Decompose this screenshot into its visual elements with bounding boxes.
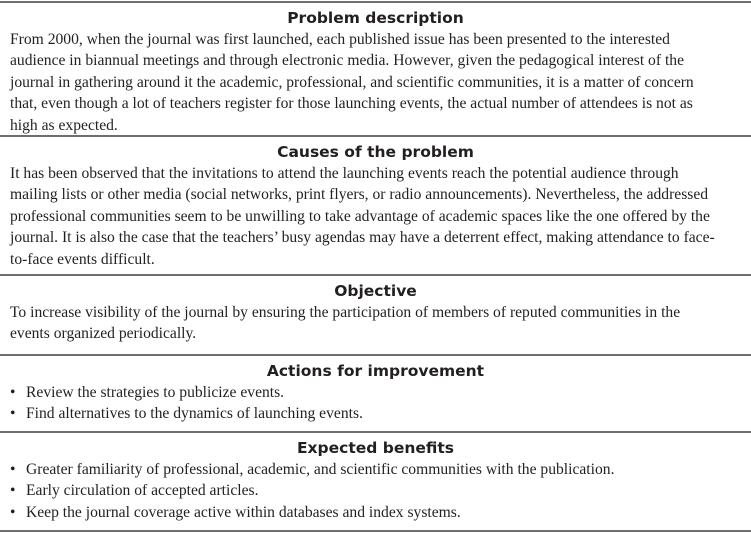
section-heading: Problem description	[287, 9, 464, 27]
list-item-text: Review the strategies to publicize events.	[26, 384, 285, 401]
section-heading: Expected benefits	[296, 439, 455, 457]
list-item-text: Find alternatives to the dynamics of launching events.	[26, 405, 363, 423]
text-line: It has been observed that the invitations to attend the launching events reach the potential audience through	[10, 165, 679, 182]
list-item	[10, 403, 751, 424]
list-item	[10, 382, 751, 403]
text-line: audience in biannual meetings and through electronic media. However, given the pedagogical interest of the	[10, 52, 684, 70]
bullet-icon: •	[10, 461, 16, 478]
section-heading: Causes of the problem	[277, 143, 474, 161]
text-line: that, even though a lot of teachers register for those launching events, the actual number of attendees is not as	[10, 95, 693, 113]
bullet-icon: •	[10, 503, 16, 521]
bullet-list	[0, 382, 751, 425]
section-causes	[0, 135, 751, 270]
section-body	[0, 29, 751, 136]
section-body	[0, 163, 751, 270]
text-line: mailing lists or other media (social networks, print flyers, or radio announcements). Nevertheless, the addressed	[10, 186, 709, 204]
text-line: professional communities seem to be unwilling to take advantage of academic spaces like the one offered by the	[10, 207, 710, 225]
section-actions	[0, 354, 751, 425]
bullet-icon: •	[10, 405, 16, 423]
text-line: events organized periodically.	[10, 325, 197, 343]
list-item	[10, 459, 751, 480]
list-item	[10, 502, 751, 523]
text-line: to-face events difficult.	[10, 250, 155, 268]
text-line: From 2000, when the journal was first launched, each published issue has been presented to the interested	[10, 31, 670, 48]
list-item-text: Keep the journal coverage active within databases and index systems.	[26, 503, 461, 521]
section-heading: Objective	[334, 282, 417, 300]
text-line: high as expected.	[10, 116, 118, 134]
text-line: journal. It is also the case that the teachers’ busy agendas may have a deterrent effect, making attendance to face-	[10, 229, 715, 247]
bullet-icon: •	[10, 384, 16, 401]
text-line: journal in gathering around it the academic, professional, and scientific communities, it is a matter of concern	[10, 73, 694, 91]
bullet-icon: •	[10, 482, 16, 500]
bullet-list	[0, 459, 751, 523]
list-item-text: Greater familiarity of professional, academic, and scientific communities with the publication.	[26, 461, 615, 478]
list-item	[10, 480, 751, 501]
text-line: To increase visibility of the journal by ensuring the participation of members of reputed communities in the	[10, 304, 681, 321]
section-objective	[0, 274, 751, 345]
table-bottom-rule	[0, 530, 751, 532]
section-heading: Actions for improvement	[266, 362, 485, 380]
list-item-text: Early circulation of accepted articles.	[26, 482, 259, 500]
section-problem-description	[0, 1, 751, 136]
section-benefits	[0, 431, 751, 523]
section-body	[0, 302, 751, 345]
